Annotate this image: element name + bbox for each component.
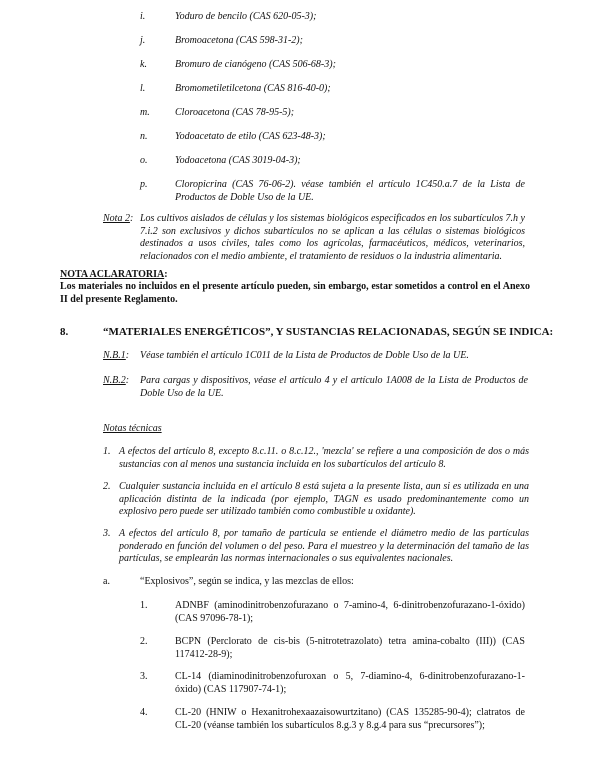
list-marker: n. bbox=[140, 131, 148, 142]
nb1-colon: : bbox=[125, 350, 130, 361]
section-number: 8. bbox=[60, 326, 69, 338]
nota-tecnica-marker: 2. bbox=[103, 481, 111, 492]
nb2-label-text: N.B.2 bbox=[103, 375, 126, 386]
subitem-marker: 4. bbox=[140, 707, 148, 718]
list-marker: o. bbox=[140, 155, 148, 166]
nota2-text: Los cultivos aislados de células y los sistemas biológicos especificados en los subartículos 7.h y 7.i.2 son exclusivos y dichos subartículos no se aplican a las células o sistemas biológicos destinados a usos civiles, tales como los agrícolas, farmacéuticos, médicos, veterinarios, relacionados con el medio ambiente, el tratamiento de residuos o la industria alimentaria. bbox=[140, 213, 525, 262]
nota2-colon: : bbox=[129, 213, 134, 224]
subitem-text: ADNBF (aminodinitrobenzofurazano o 7-amino-4, 6-dinitrobenzofurazano-1-óxido) (CAS 97096-78-1); bbox=[175, 600, 525, 624]
nb2-colon: : bbox=[125, 375, 130, 386]
item-a-marker: a. bbox=[103, 576, 110, 587]
subitem-text: CL-20 (HNIW o Hexanitrohexaazaisowurtzitano) (CAS 135285-90-4); clatratos de CL-20 (véanse también los subartículos 8.g.3 y 8.g.4 para sus “precursores”); bbox=[175, 707, 525, 731]
nota-aclaratoria-colon: : bbox=[164, 269, 168, 280]
list-item: Yodoacetato de etilo (CAS 623-48-3); bbox=[175, 131, 326, 142]
nota-tecnica-marker: 1. bbox=[103, 446, 111, 457]
nb1-text: Véase también el artículo 1C011 de la Lista de Productos de Doble Uso de la UE. bbox=[140, 350, 469, 361]
nota-aclaratoria-text: Los materiales no incluidos en el presente artículo pueden, sin embargo, estar sometidos a control en el Anexo II del presente Reglamento. bbox=[60, 281, 530, 305]
list-marker: j. bbox=[140, 35, 146, 46]
subitem-marker: 3. bbox=[140, 671, 148, 682]
list-marker: m. bbox=[140, 107, 150, 118]
section-title: “MATERIALES ENERGÉTICOS”, Y SUSTANCIAS RELACIONADAS, SEGÚN SE INDICA: bbox=[103, 326, 554, 338]
list-item: Yodoacetona (CAS 3019-04-3); bbox=[175, 155, 301, 166]
subitem-text: BCPN (Perclorato de cis-bis (5-nitrotetrazolato) tetra amina-cobalto (III)) (CAS 117412-28-9); bbox=[175, 636, 525, 660]
nota-aclaratoria-heading bbox=[60, 269, 168, 282]
nota-aclaratoria-heading-text: NOTA ACLARATORIA bbox=[60, 269, 165, 280]
nb2-label bbox=[103, 375, 129, 388]
nota-tecnica-text: A efectos del artículo 8, por tamaño de partícula se entiende el diámetro medio de las partículas ponderado en función del volumen o del peso. Para el muestreo y la determinación del tamaño de las partículas, se emplearán las normas internacionales o sus equivalentes nacionales. bbox=[119, 528, 529, 564]
list-marker: i. bbox=[140, 11, 146, 22]
list-marker: k. bbox=[140, 59, 147, 70]
nota-tecnica-text: A efectos del artículo 8, excepto 8.c.11. o 8.c.12., 'mezcla' se refiere a una composición de dos o más sustancias con al menos una sustancia incluida en los subartículos del artículo 8. bbox=[119, 446, 529, 470]
subitem-marker: 2. bbox=[140, 636, 148, 647]
nb2-text: Para cargas y dispositivos, véase el artículo 4 y el artículo 1A008 de la Lista de Productos de Doble Uso de la UE. bbox=[140, 375, 528, 399]
list-item: Yoduro de bencilo (CAS 620-05-3); bbox=[175, 11, 317, 22]
list-marker: l. bbox=[140, 83, 146, 94]
nota2-label-text: Nota 2 bbox=[103, 213, 130, 224]
subitem-marker: 1. bbox=[140, 600, 148, 611]
notas-tecnicas-heading: Notas técnicas bbox=[103, 423, 162, 434]
list-item: Bromoacetona (CAS 598-31-2); bbox=[175, 35, 303, 46]
nota-tecnica-text: Cualquier sustancia incluida en el artículo 8 está sujeta a la presente lista, aun si es utilizada en una aplicación distinta de la indicada (por ejemplo, TAGN es usado predominantemente como un explosivo pero puede ser utilizado también como combustible u oxidante). bbox=[119, 481, 529, 517]
list-item: Bromuro de cianógeno (CAS 506-68-3); bbox=[175, 59, 336, 70]
nb1-label-text: N.B.1 bbox=[103, 350, 126, 361]
nota2-label bbox=[103, 213, 133, 226]
nb1-label bbox=[103, 350, 129, 363]
list-item: Bromometiletilcetona (CAS 816-40-0); bbox=[175, 83, 331, 94]
list-marker: p. bbox=[140, 179, 148, 190]
nota-tecnica-marker: 3. bbox=[103, 528, 111, 539]
list-item: Cloropicrina (CAS 76-06-2). véase también el artículo 1C450.a.7 de la Lista de Productos de Doble Uso de la UE. bbox=[175, 179, 525, 203]
subitem-text: CL-14 (diaminodinitrobenzofuroxan o 5, 7-diamino-4, 6-dinitrobenzofurazano-1-óxido) (CAS 117907-74-1); bbox=[175, 671, 525, 695]
item-a-text: “Explosivos”, según se indica, y las mezclas de ellos: bbox=[140, 576, 354, 587]
list-item: Cloroacetona (CAS 78-95-5); bbox=[175, 107, 295, 118]
